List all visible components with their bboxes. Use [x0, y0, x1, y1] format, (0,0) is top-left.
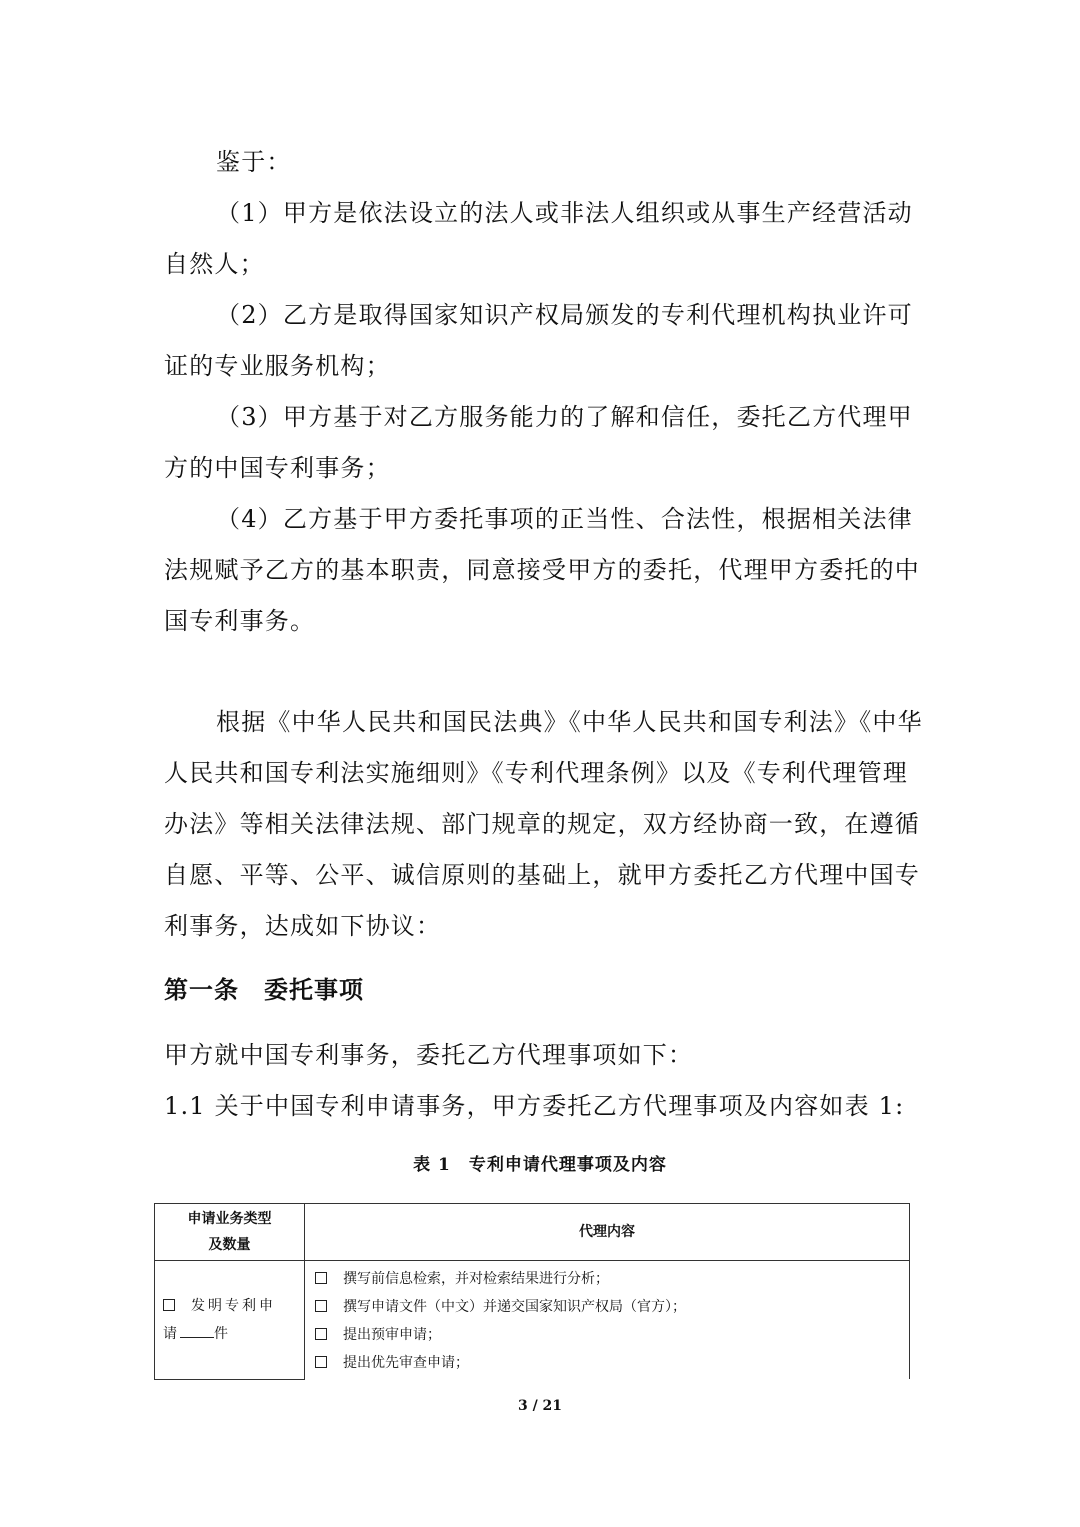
header-type-line-1: 申请业务类型 — [187, 1211, 272, 1227]
item-label: 提出优先审查申请； — [343, 1355, 469, 1371]
basis-paragraph-line-2: 人民共和国专利法实施细则》《专利代理条例》以及《专利代理管理 — [164, 759, 908, 787]
whereas-item-3-line-1: （3）甲方基于对乙方服务能力的了解和信任，委托乙方代理甲 — [216, 403, 913, 431]
invention-application-cell — [155, 1261, 305, 1380]
list-item — [315, 1349, 899, 1377]
table-caption: 表 1 专利申请代理事项及内容 — [413, 1155, 667, 1175]
whereas-item-4-line-2: 法规赋予乙方的基本职责，同意接受甲方的委托，代理甲方委托的中 — [164, 556, 920, 584]
whereas-item-1-line-2: 自然人； — [164, 250, 265, 278]
whereas-item-4-line-1: （4）乙方基于甲方委托事项的正当性、合法性，根据相关法律 — [216, 505, 913, 533]
header-type-line-2: 及数量 — [208, 1237, 251, 1253]
agency-items-cell — [305, 1261, 910, 1380]
basis-paragraph-line-5: 利事务，达成如下协议： — [164, 912, 442, 940]
whereas-item-4-line-3: 国专利事务。 — [164, 607, 316, 635]
quantity-blank[interactable] — [180, 1323, 214, 1338]
page-number: 3 / 21 — [517, 1398, 563, 1414]
whereas-item-1-line-1: （1）甲方是依法设立的法人或非法人组织或从事生产经营活动 — [216, 199, 913, 227]
agency-content-table — [154, 1203, 910, 1380]
table-row — [155, 1261, 910, 1380]
list-item — [315, 1265, 899, 1293]
header-application-type — [155, 1204, 305, 1261]
item-label: 撰写申请文件（中文）并递交国家知识产权局（官方）； — [343, 1299, 686, 1315]
basis-paragraph-line-3: 办法》等相关法律法规、部门规章的规定，双方经协商一致，在遵循 — [164, 810, 920, 838]
basis-paragraph-line-1: 根据《中华人民共和国民法典》《中华人民共和国专利法》《中华 — [216, 708, 923, 736]
clause-1-1: 1.1 关于中国专利申请事务，甲方委托乙方代理事项及内容如表 1: — [164, 1092, 905, 1120]
article-intro: 甲方就中国专利事务，委托乙方代理事项如下： — [164, 1041, 694, 1069]
list-item — [315, 1321, 899, 1349]
item-checkbox[interactable] — [315, 1356, 327, 1368]
table-header-row — [155, 1204, 910, 1261]
item-checkbox[interactable] — [315, 1300, 327, 1312]
invention-label-cont: 请 — [163, 1325, 180, 1342]
list-item — [315, 1293, 899, 1321]
invention-application-label: 发明专利申 — [191, 1297, 276, 1314]
basis-paragraph-line-4: 自愿、平等、公平、诚信原则的基础上，就甲方委托乙方代理中国专 — [164, 861, 920, 889]
paragraph-whereas: 鉴于： — [216, 148, 292, 176]
invention-application-checkbox[interactable] — [163, 1299, 175, 1311]
article-heading: 第一条 委托事项 — [164, 975, 364, 1004]
quantity-unit: 件 — [214, 1325, 231, 1342]
whereas-item-2-line-1: （2）乙方是取得国家知识产权局颁发的专利代理机构执业许可 — [216, 301, 913, 329]
header-agency-content: 代理内容 — [305, 1204, 910, 1261]
whereas-item-3-line-2: 方的中国专利事务； — [164, 454, 391, 482]
item-label: 撰写前信息检索，并对检索结果进行分析； — [343, 1271, 609, 1287]
item-label: 提出预审申请； — [343, 1327, 441, 1343]
item-checkbox[interactable] — [315, 1328, 327, 1340]
item-checkbox[interactable] — [315, 1272, 327, 1284]
whereas-item-2-line-2: 证的专业服务机构； — [164, 352, 391, 380]
